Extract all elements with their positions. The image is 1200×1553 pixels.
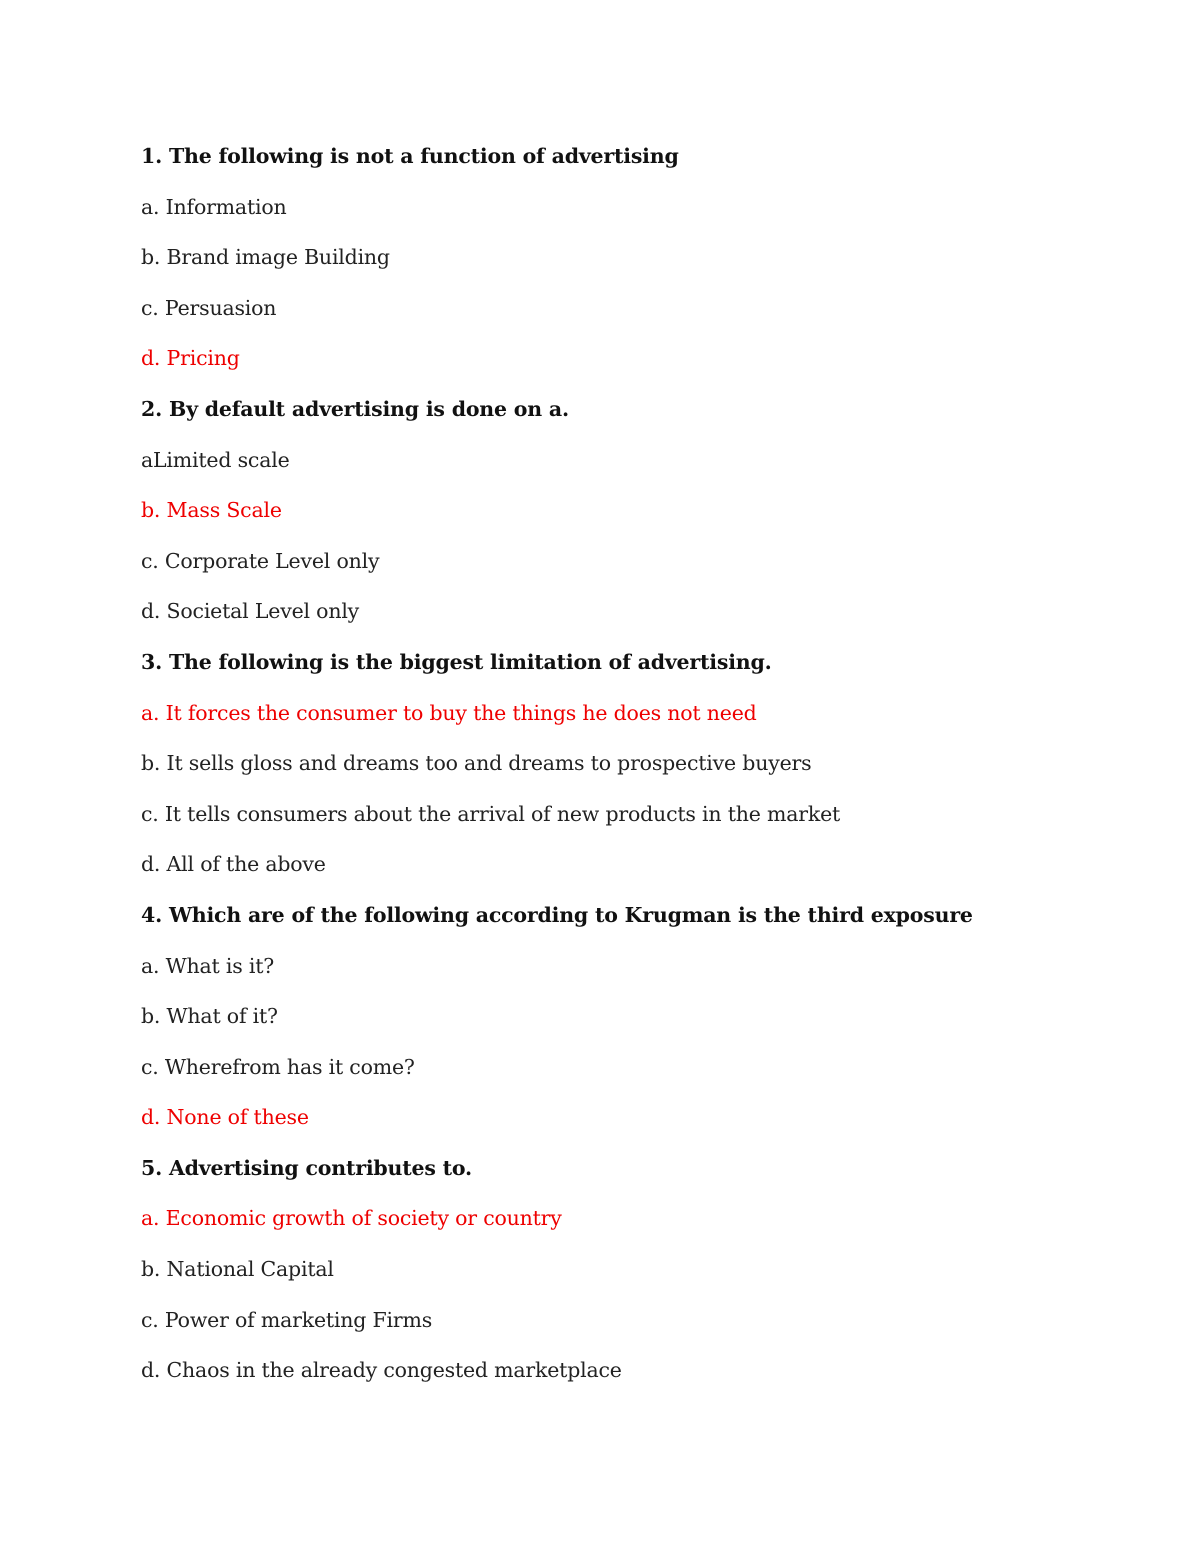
option-4c: c. Wherefrom has it come?	[141, 1054, 415, 1079]
question-1: 1. The following is not a function of advertising	[141, 144, 679, 168]
option-3d: d. All of the above	[141, 852, 326, 877]
option-3c: c. It tells consumers about the arrival of new products in the market	[141, 801, 841, 826]
option-4b: b. What of it?	[141, 1004, 278, 1029]
question-3: 3. The following is the biggest limitation of advertising.	[141, 649, 772, 674]
option-3b: b. It sells gloss and dreams too and dreams to prospective buyers	[141, 751, 812, 776]
option-4a: a. What is it?	[141, 953, 275, 978]
option-2b: b. Mass Scale	[141, 498, 282, 523]
question-4: 4. Which are of the following according to Krugman is the third exposure	[141, 902, 973, 927]
option-1c: c. Persuasion	[141, 295, 277, 320]
option-2a: aLimited scale	[141, 447, 290, 472]
question-5: 5. Advertising contributes to.	[141, 1155, 472, 1180]
option-5a: a. Economic growth of society or country	[141, 1206, 562, 1231]
option-3a: a. It forces the consumer to buy the things he does not need	[141, 700, 757, 725]
option-2c: c. Corporate Level only	[141, 548, 380, 573]
option-5c: c. Power of marketing Firms	[141, 1307, 433, 1332]
option-1d: d. Pricing	[141, 346, 240, 371]
option-1a: a. Information	[141, 194, 287, 219]
quiz-content	[141, 138, 1091, 1403]
option-2d: d. Societal Level only	[141, 599, 360, 624]
option-1b: b. Brand image Building	[141, 245, 390, 270]
option-5b: b. National Capital	[141, 1257, 334, 1282]
option-4d: d. None of these	[141, 1105, 309, 1130]
option-5d: d. Chaos in the already congested marketplace	[141, 1358, 622, 1383]
question-2: 2. By default advertising is done on a.	[141, 396, 569, 421]
